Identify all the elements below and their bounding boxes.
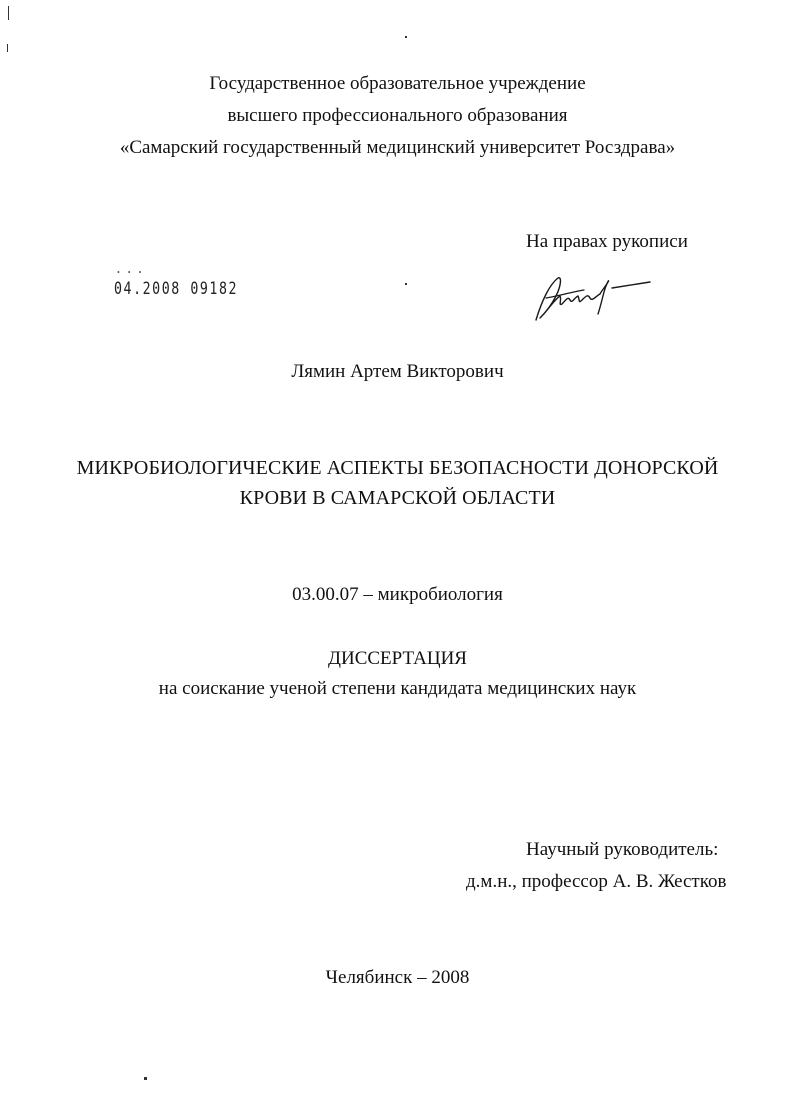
title-line-1: МИКРОБИОЛОГИЧЕСКИЕ АСПЕКТЫ БЕЗОПАСНОСТИ ДОНОРСКОЙ (76, 457, 719, 479)
degree-description: на соискание ученой степени кандидата медицинских наук (158, 678, 637, 699)
institution-line-3: «Самарский государственный медицинский университет Росздрава» (119, 137, 676, 158)
manuscript-note: На правах рукописи (526, 231, 688, 252)
document-type: ДИССЕРТАЦИЯ (328, 648, 467, 669)
specialty-code: 03.00.07 – микробиология (292, 584, 503, 605)
scan-mark (405, 283, 407, 285)
institution-line-1: Государственное образовательное учреждение (209, 73, 586, 94)
author-name: Лямин Артем Викторович (291, 361, 504, 382)
place-year: Челябинск – 2008 (325, 967, 470, 988)
signature-image (528, 270, 658, 326)
supervisor-label: Научный руководитель: (526, 839, 719, 860)
archive-stamp: 04.2008 09182 (114, 279, 239, 299)
scan-mark (405, 36, 407, 38)
scan-mark (7, 44, 8, 52)
scan-mark (8, 6, 9, 20)
scan-mark (144, 1077, 147, 1080)
stamp-dots: • • • (117, 268, 145, 277)
supervisor-name: д.м.н., профессор А. В. Жестков (466, 871, 727, 892)
title-line-2: КРОВИ В САМАРСКОЙ ОБЛАСТИ (239, 487, 556, 509)
institution-line-2: высшего профессионального образования (227, 105, 568, 126)
